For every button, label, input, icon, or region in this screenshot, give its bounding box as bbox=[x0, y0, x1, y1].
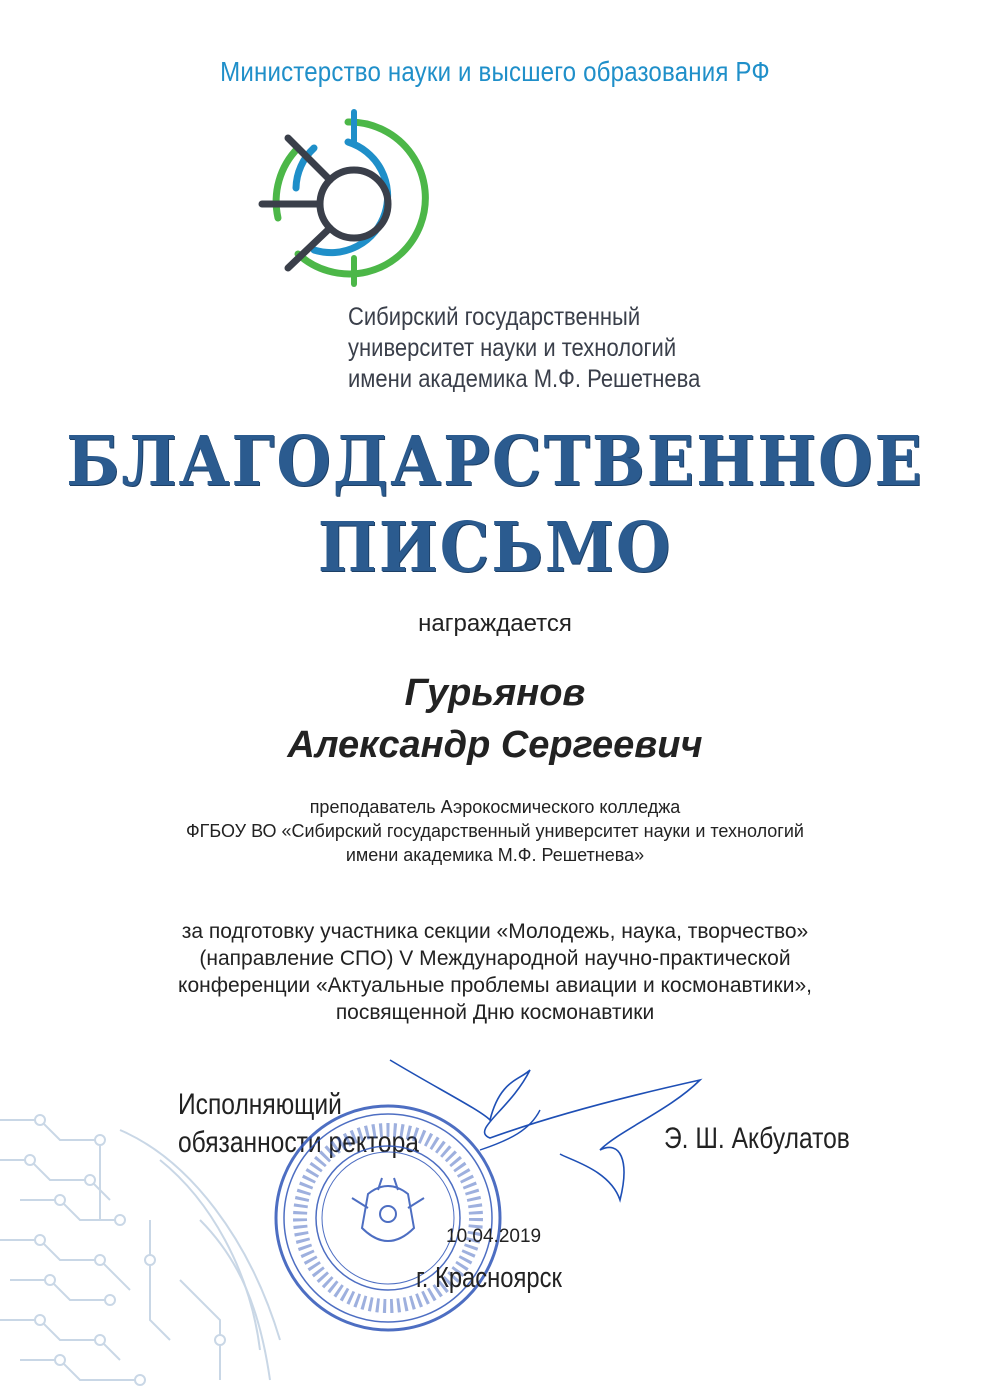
reason-line: конференции «Актуальные проблемы авиации и космонавтики», bbox=[178, 974, 812, 997]
signatory-name: Э. Ш. Акбулатов bbox=[664, 1122, 850, 1155]
document-title-line-2: ПИСЬМО bbox=[317, 508, 673, 588]
award-reason bbox=[0, 918, 990, 1026]
ministry-header: Министерство науки и высшего образования РФ bbox=[220, 56, 770, 87]
recipient-surname: Гурьянов bbox=[404, 672, 586, 714]
document-title-line-1: БЛАГОДАРСТВЕННОЕ bbox=[66, 422, 924, 502]
reason-line: посвященной Дню космонавтики bbox=[335, 1001, 655, 1024]
university-line: университет науки и технологий bbox=[348, 334, 677, 362]
issue-date: 10.04.2019 bbox=[446, 1226, 542, 1247]
university-line: имени академика М.Ф. Решетнева bbox=[348, 365, 701, 393]
recipient-position bbox=[0, 795, 990, 867]
university-line: Сибирский государственный bbox=[348, 303, 641, 331]
position-line: имени академика М.Ф. Решетнева» bbox=[345, 845, 645, 865]
position-line: преподаватель Аэрокосмического колледжа bbox=[309, 797, 681, 817]
signatory-role-line: Исполняющий bbox=[178, 1088, 342, 1121]
awarded-label: награждается bbox=[418, 610, 572, 637]
reason-line: за подготовку участника секции «Молодежь, наука, творчество» bbox=[181, 920, 809, 943]
signatory-role-line: обязанности ректора bbox=[178, 1126, 419, 1159]
university-name bbox=[348, 302, 700, 395]
position-line: ФГБОУ ВО «Сибирский государственный университет науки и технологий bbox=[186, 821, 804, 841]
issue-city: г. Красноярск bbox=[416, 1262, 562, 1294]
university-ring-logo-icon bbox=[258, 108, 438, 288]
recipient-given-names: Александр Сергеевич bbox=[287, 724, 703, 766]
reason-line: (направление СПО) V Международной научно-практической bbox=[199, 947, 791, 970]
